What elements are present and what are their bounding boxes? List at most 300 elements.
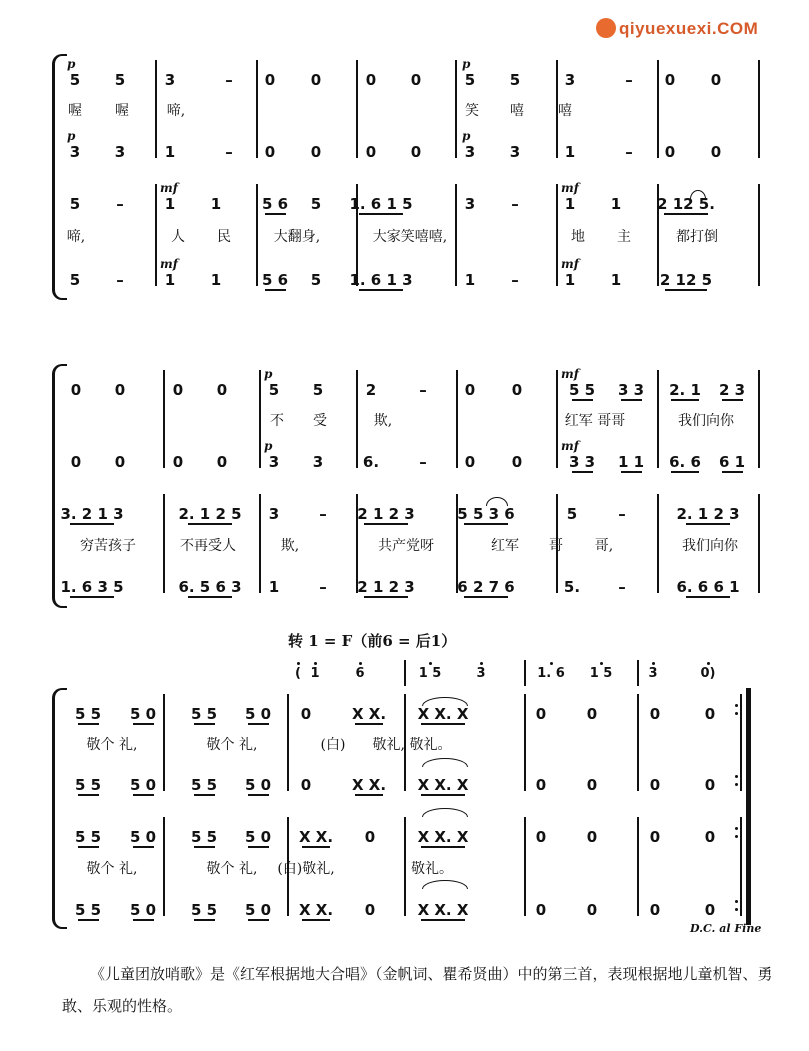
note: 5 — [310, 271, 322, 289]
intro-note: 1 5 — [589, 666, 613, 681]
barline — [657, 494, 659, 593]
lyric: 红军 — [491, 538, 519, 554]
note: 0 — [364, 901, 376, 919]
note: 1 — [268, 578, 280, 596]
note: 0 — [649, 828, 661, 846]
barline — [259, 494, 261, 593]
note: – — [511, 271, 519, 289]
beam-underline — [78, 723, 99, 725]
note: – — [225, 71, 233, 89]
note: 5 0 — [129, 776, 157, 794]
note: 5 5 — [190, 705, 218, 723]
intro-barline — [524, 660, 526, 686]
watermark-text: qiyuexuexi.COM — [619, 19, 759, 38]
beam-underline — [78, 919, 99, 921]
beam-underline — [364, 523, 408, 525]
lyric: 穷苦孩子 — [80, 538, 136, 554]
note: 0 — [172, 453, 184, 471]
note: 0 — [535, 705, 547, 723]
note: 0 — [511, 381, 523, 399]
note: 2. 1 — [669, 381, 701, 399]
beam-underline — [302, 846, 330, 848]
beam-underline — [302, 919, 330, 921]
barline — [637, 817, 639, 916]
note: 5 — [69, 195, 81, 213]
note: – — [319, 505, 327, 523]
note: 0 — [649, 705, 661, 723]
lyric: 喔 — [115, 103, 129, 119]
intro-note: ( — [295, 666, 301, 681]
barline — [163, 494, 165, 593]
dynamic-marking: p — [264, 367, 273, 381]
beam-underline — [665, 289, 707, 291]
beam-underline — [133, 794, 154, 796]
da-capo-marking: D.C. al Fine — [690, 922, 762, 935]
beam-underline — [686, 596, 730, 598]
dynamic-marking: p — [264, 439, 273, 453]
repeat-dot — [735, 908, 738, 911]
lyric: 民 — [217, 229, 231, 245]
note: 2 12 5 — [659, 271, 713, 289]
note: 2 12 5. — [657, 195, 715, 213]
lyric: 哥 — [549, 538, 563, 554]
dynamic-marking: mf — [160, 181, 178, 195]
beam-underline — [248, 919, 269, 921]
beam-underline — [671, 399, 699, 401]
beam-underline — [621, 471, 642, 473]
beam-underline — [359, 289, 403, 291]
intro-note: 6 — [355, 666, 365, 681]
note: 0 — [216, 453, 228, 471]
note: 6. 5 6 3 — [178, 578, 242, 596]
lyric: 欺, — [280, 538, 300, 554]
note: 1 — [210, 195, 222, 213]
note: 5 — [464, 71, 476, 89]
barline — [356, 60, 358, 158]
note: 5 0 — [244, 828, 272, 846]
note: X X. X — [417, 901, 469, 919]
note: 3 — [69, 143, 81, 161]
beam-underline — [359, 213, 403, 215]
note: 0 — [410, 143, 422, 161]
note: 0 — [310, 71, 322, 89]
note: X X. — [298, 828, 334, 846]
note: 0 — [410, 71, 422, 89]
note: X X. — [351, 705, 387, 723]
beam-underline — [70, 523, 114, 525]
note: 5 5 — [74, 828, 102, 846]
repeat-dot — [735, 775, 738, 778]
note: 5. — [563, 578, 581, 596]
note: 0 — [70, 381, 82, 399]
note: 2 1 2 3 — [357, 578, 415, 596]
lyric: 敬礼。 — [411, 861, 453, 877]
note: 3 — [564, 71, 576, 89]
note: 1 — [564, 271, 576, 289]
barline — [740, 694, 742, 791]
lyric: 敬个 礼, — [206, 737, 258, 753]
lyric: 啼, — [66, 229, 86, 245]
note: 0 — [310, 143, 322, 161]
note: 0 — [586, 901, 598, 919]
beam-underline — [188, 596, 232, 598]
note: 1 — [164, 195, 176, 213]
barline — [287, 694, 289, 791]
dynamic-marking: mf — [561, 257, 579, 271]
intro-note: 3 — [476, 666, 486, 681]
octave-dot — [297, 662, 300, 665]
note: 3 — [464, 143, 476, 161]
note: – — [116, 195, 124, 213]
note: 0 — [704, 828, 716, 846]
note: 0 — [264, 71, 276, 89]
repeat-dot — [735, 827, 738, 830]
beam-underline — [722, 399, 743, 401]
note: 5 5 — [190, 901, 218, 919]
note: 0 — [535, 776, 547, 794]
beam-underline — [621, 399, 642, 401]
dynamic-marking: p — [67, 129, 76, 143]
barline — [556, 184, 558, 286]
note: 3 — [164, 71, 176, 89]
note: 0 — [710, 143, 722, 161]
note: 5 0 — [129, 705, 157, 723]
beam-underline — [194, 919, 215, 921]
beam-underline — [194, 723, 215, 725]
lyric: 笑 — [465, 103, 479, 119]
note: X X. X — [417, 776, 469, 794]
final-barline — [746, 688, 751, 925]
lyric: 受 — [313, 413, 327, 429]
note: 0 — [535, 901, 547, 919]
beam-underline — [248, 723, 269, 725]
intro-note: 1. 6 — [537, 666, 565, 681]
note: 0 — [535, 828, 547, 846]
note: 0 — [172, 381, 184, 399]
system-brace — [52, 688, 67, 929]
note: 6. 6 — [669, 453, 701, 471]
lyric: 喔 — [68, 103, 82, 119]
lyric: 哥, — [594, 538, 614, 554]
note: – — [225, 143, 233, 161]
dynamic-marking: mf — [561, 367, 579, 381]
note: X X. — [298, 901, 334, 919]
barline — [155, 184, 157, 286]
beam-underline — [133, 846, 154, 848]
beam-underline — [722, 471, 743, 473]
note: 5 0 — [129, 828, 157, 846]
q-logo-icon — [596, 18, 616, 38]
note: 5 5 — [74, 705, 102, 723]
slur — [422, 697, 468, 706]
note: 5 — [114, 71, 126, 89]
dynamic-marking: p — [67, 57, 76, 71]
note: – — [319, 578, 327, 596]
system-brace — [52, 364, 67, 608]
note: 5 — [69, 271, 81, 289]
lyric: 敬个 礼, — [86, 861, 138, 877]
note: – — [625, 71, 633, 89]
barline — [524, 817, 526, 916]
note: 5 5 — [568, 381, 596, 399]
lyric: 共产党呀 — [378, 538, 434, 554]
lyric: 啼, — [166, 103, 186, 119]
note: 2. 1 2 3 — [676, 505, 740, 523]
note: 5 — [509, 71, 521, 89]
note: – — [419, 381, 427, 399]
note: 0 — [704, 705, 716, 723]
barline — [256, 184, 258, 286]
dynamic-marking: p — [462, 129, 471, 143]
barline — [657, 370, 659, 468]
barline — [155, 60, 157, 158]
beam-underline — [464, 596, 508, 598]
barline — [163, 694, 165, 791]
beam-underline — [421, 846, 465, 848]
repeat-dot — [735, 704, 738, 707]
beam-underline — [78, 794, 99, 796]
note: 0 — [586, 828, 598, 846]
note: 1 — [564, 195, 576, 213]
note: 5 — [312, 381, 324, 399]
slur — [690, 190, 706, 199]
note: 2 3 — [718, 381, 746, 399]
barline — [657, 60, 659, 158]
note: 5 6 — [261, 271, 289, 289]
note: 0 — [114, 381, 126, 399]
note: 0 — [300, 776, 312, 794]
note: 3. 2 1 3 — [60, 505, 124, 523]
lyric: 主 — [617, 229, 631, 245]
beam-underline — [686, 523, 730, 525]
beam-underline — [70, 596, 114, 598]
lyric: 地 — [571, 229, 585, 245]
beam-underline — [194, 794, 215, 796]
lyric: 我们向你 — [682, 538, 738, 554]
beam-underline — [355, 794, 383, 796]
slur — [486, 497, 508, 506]
note: 1 — [464, 271, 476, 289]
note: – — [625, 143, 633, 161]
slur — [422, 808, 468, 817]
note: 5 6 — [261, 195, 289, 213]
note: 0 — [664, 71, 676, 89]
octave-dot — [550, 662, 553, 665]
intro-note: 3 — [648, 666, 658, 681]
note: 1 — [210, 271, 222, 289]
barline — [758, 184, 760, 286]
watermark-logo — [596, 18, 796, 48]
note: – — [116, 271, 124, 289]
note: 0 — [364, 828, 376, 846]
key-change-heading: 转 1 = F（前6 = 后1） — [288, 632, 457, 650]
beam-underline — [572, 471, 593, 473]
note: 3 — [464, 195, 476, 213]
lyric: 敬礼, 敬礼。 — [372, 737, 452, 753]
beam-underline — [355, 723, 383, 725]
lyric: (白) — [320, 737, 346, 753]
note: 0 — [216, 381, 228, 399]
note: 0 — [586, 705, 598, 723]
barline — [637, 694, 639, 791]
note: 0 — [365, 71, 377, 89]
beam-underline — [364, 596, 408, 598]
note: 5 5 — [190, 828, 218, 846]
octave-dot — [314, 662, 317, 665]
lyric: 人 — [171, 229, 185, 245]
lyric: 大翻身, — [273, 229, 321, 245]
note: 0 — [710, 71, 722, 89]
barline — [256, 60, 258, 158]
note: 5 — [310, 195, 322, 213]
lyric: 大家笑嘻嘻, — [372, 229, 448, 245]
note: 1. 6 3 5 — [60, 578, 124, 596]
note: 2 — [365, 381, 377, 399]
note: 3 — [268, 505, 280, 523]
note: 0 — [70, 453, 82, 471]
beam-underline — [265, 213, 286, 215]
lyric: 嘻 — [558, 103, 572, 119]
note: 1. 6 1 3 — [349, 271, 413, 289]
note: 0 — [464, 381, 476, 399]
note: 0 — [365, 143, 377, 161]
caption-paragraph: 《儿童团放哨歌》是《红军根据地大合唱》（金帆词、瞿希贤曲）中的第三首，表现根据地儿童机智、勇敢、乐观的性格。 — [62, 965, 773, 1015]
note: 0 — [704, 901, 716, 919]
note: 1 — [164, 143, 176, 161]
beam-underline — [188, 523, 232, 525]
system-brace — [52, 54, 67, 300]
beam-underline — [421, 794, 465, 796]
beam-underline — [248, 846, 269, 848]
note: 5 5 3 6 — [457, 505, 515, 523]
beam-underline — [464, 523, 508, 525]
note: 0 — [464, 453, 476, 471]
lyric: 敬个 礼, — [86, 737, 138, 753]
note: X X. — [351, 776, 387, 794]
note: 2 1 2 3 — [357, 505, 415, 523]
barline — [758, 494, 760, 593]
note: – — [511, 195, 519, 213]
octave-dot — [359, 662, 362, 665]
note: 0 — [664, 143, 676, 161]
note: 3 — [268, 453, 280, 471]
note: 5 0 — [129, 901, 157, 919]
barline — [163, 370, 165, 468]
beam-underline — [664, 213, 708, 215]
beam-underline — [133, 919, 154, 921]
note: 5 0 — [244, 901, 272, 919]
octave-dot — [600, 662, 603, 665]
slur — [422, 880, 468, 889]
note: X X. X — [417, 705, 469, 723]
barline — [259, 370, 261, 468]
note: X X. X — [417, 828, 469, 846]
intro-note: 1 5 — [418, 666, 442, 681]
octave-dot — [707, 662, 710, 665]
note: 3 — [114, 143, 126, 161]
note: 3 — [509, 143, 521, 161]
note: 3 — [312, 453, 324, 471]
lyric: 不再受人 — [180, 538, 236, 554]
note: 6 2 7 6 — [457, 578, 515, 596]
beam-underline — [572, 399, 593, 401]
note: 3 3 — [568, 453, 596, 471]
note: – — [419, 453, 427, 471]
note: 5 — [566, 505, 578, 523]
note: 5 5 — [74, 901, 102, 919]
intro-note: 1 — [310, 666, 320, 681]
dynamic-marking: mf — [561, 439, 579, 453]
lyric: 欺, — [373, 413, 393, 429]
barline — [456, 370, 458, 468]
note: 5 0 — [244, 705, 272, 723]
note: 6 1 — [718, 453, 746, 471]
lyric: 敬个 礼, — [206, 861, 258, 877]
barline — [404, 817, 406, 916]
lyric: 嘻 — [510, 103, 524, 119]
beam-underline — [265, 289, 286, 291]
dynamic-marking: p — [462, 57, 471, 71]
repeat-dot — [735, 900, 738, 903]
note: 0 — [511, 453, 523, 471]
beam-underline — [194, 846, 215, 848]
note: 0 — [586, 776, 598, 794]
intro-note: 0) — [700, 666, 716, 681]
lyric: 我们向你 — [678, 413, 734, 429]
lyric: (白)敬礼, — [277, 861, 335, 877]
note: 5 — [268, 381, 280, 399]
note: 0 — [704, 776, 716, 794]
dynamic-marking: mf — [561, 181, 579, 195]
note: 1. 6 1 5 — [349, 195, 413, 213]
note: 1 — [610, 271, 622, 289]
slur — [422, 758, 468, 767]
barline — [163, 817, 165, 916]
beam-underline — [133, 723, 154, 725]
note: 1 — [564, 143, 576, 161]
barline — [455, 60, 457, 158]
octave-dot — [480, 662, 483, 665]
note: 0 — [264, 143, 276, 161]
barline — [524, 694, 526, 791]
beam-underline — [248, 794, 269, 796]
beam-underline — [671, 471, 699, 473]
repeat-dot — [735, 712, 738, 715]
intro-barline — [404, 660, 406, 686]
barline — [758, 370, 760, 468]
note: 0 — [300, 705, 312, 723]
note: 0 — [649, 776, 661, 794]
barline — [740, 817, 742, 916]
beam-underline — [78, 846, 99, 848]
note: 3 3 — [617, 381, 645, 399]
octave-dot — [429, 662, 432, 665]
note: 1 1 — [617, 453, 645, 471]
intro-barline — [637, 660, 639, 686]
barline — [455, 184, 457, 286]
note: 0 — [114, 453, 126, 471]
note: 0 — [649, 901, 661, 919]
barline — [556, 370, 558, 468]
lyric: 红军 哥哥 — [564, 413, 626, 429]
barline — [356, 370, 358, 468]
note: 5 — [69, 71, 81, 89]
note: 1 — [610, 195, 622, 213]
note: 5 0 — [244, 776, 272, 794]
note: 6. — [362, 453, 380, 471]
lyric: 不 — [270, 413, 284, 429]
note: 5 5 — [74, 776, 102, 794]
